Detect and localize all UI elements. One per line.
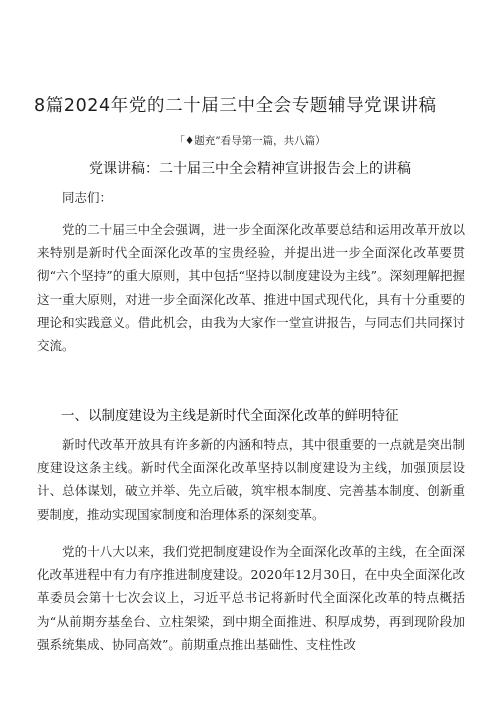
section-heading-1: 一、以制度建设为主线是新时代全面深化改革的鲜明特征 <box>61 408 399 424</box>
document-title: 8篇2024年党的二十届三中全会专题辅导党课讲稿 <box>34 96 437 116</box>
salutation: 同志们： <box>62 190 113 205</box>
speech-heading: 党课讲稿：二十届三中全会精神宣讲报告会上的讲稿 <box>89 161 411 177</box>
paragraph-section1-b: 党的十八大以来，我们党把制度建设作为全面深化改革的主线，在全面深化改革进程中有力有序推进制度建设。2020年12月30日，在中央全面深化改革委员会第十七次会议上，习近平总书记将新时代全面深化改革的特点概括为“从前期夯基垒台、立柱架梁，到中期全面推进、积厚成势，再到现阶段加强系统集成、协同高效”。前期重点推出基础性、支柱性改 <box>37 544 465 652</box>
paragraph-intro: 党的二十届三中全会强调，进一步全面深化改革要总结和运用改革开放以来特别是新时代全面深化改革的宝贵经验，并提出进一步全面深化改革要贯彻“六个坚持”的重大原则，其中包括“坚持以制度建设为主线”。深刻理解把握这一重大原则，对进一步全面深化改革、推进中国式现代化，具有十分重要的理论和实践意义。借此机会，由我为大家作一堂宣讲报告，与同志们共同探讨交流。 <box>37 222 465 354</box>
document-subtitle: 「♦题充”看导第一篇，共八篇） <box>174 135 326 147</box>
paragraph-section1-a: 新时代改革开放具有许多新的内涵和特点，其中很重要的一点就是突出制度建设这条主线。新时代全面深化改革坚持以制度建设为主线，加强顶层设计、总体谋划，破立并举、先立后破，筑牢根本制度、完善基本制度、创新重要制度，推动实现国家制度和治理体系的深刻变革。 <box>37 437 465 522</box>
